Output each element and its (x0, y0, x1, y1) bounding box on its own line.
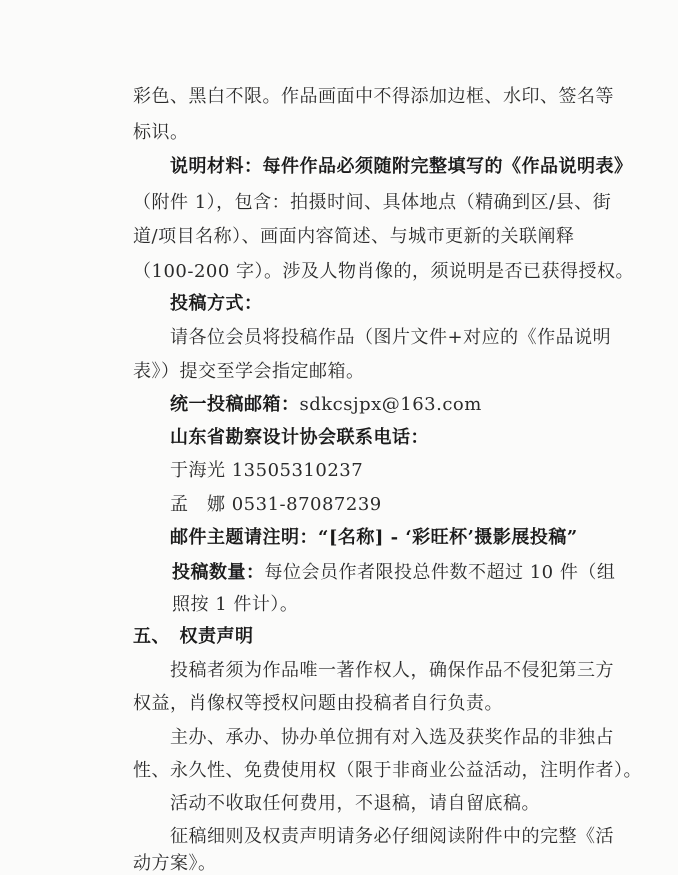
paragraph-line: 表》）提交至学会指定邮箱。 (133, 361, 365, 382)
paragraph-line: 彩色、黑白不限。作品画面中不得添加边框、水印、签名等 (133, 86, 614, 107)
contact-line: 孟 娜 0531-87087239 (170, 494, 382, 515)
paragraph-line: 权益，肖像权等授权问题由投稿者自行负责。 (133, 693, 503, 714)
quantity-text: 每位会员作者限投总件数不超过 10 件（组 (264, 562, 616, 583)
paragraph-line: （100-200 字）。涉及人物肖像的，须说明是否已获得授权。 (133, 261, 635, 282)
email-subject-note: 邮件主题请注明：“[名称] - ‘彩旺杯’摄影展投稿” (170, 527, 578, 548)
paragraph-line: 征稿细则及权责声明请务必仔细阅读附件中的完整《活 (170, 826, 614, 847)
paragraph-line: 标识。 (133, 122, 189, 143)
paragraph-line: 投稿者须为作品唯一著作权人，确保作品不侵犯第三方 (170, 660, 614, 681)
paragraph-line: 活动不收取任何费用，不退稿，请自留底稿。 (170, 793, 540, 814)
email-value: sdkcsjpx@163.com (299, 394, 482, 415)
email-label: 统一投稿邮箱： (170, 394, 300, 415)
paragraph-line: 道/项目名称）、画面内容简述、与城市更新的关联阐释 (133, 226, 575, 247)
paragraph-line: 动方案》。 (133, 853, 217, 874)
paragraph-line: 主办、承办、协办单位拥有对入选及获奖作品的非独占 (170, 727, 614, 748)
quantity-line (172, 562, 615, 584)
paragraph-line: （附件 1），包含：拍摄时间、具体地点（精确到区/县、街 (133, 192, 612, 213)
paragraph-line: 性、永久性、免费使用权（限于非商业公益活动，注明作者）。 (133, 760, 642, 781)
email-line (170, 394, 482, 416)
contact-line: 于海光 13505310237 (170, 460, 364, 481)
paragraph-line: 请各位会员将投稿作品（图片文件+对应的《作品说明 (170, 327, 612, 348)
materials-label: 说明材料：每件作品必须随附完整填写的《作品说明表》 (170, 156, 633, 177)
section-heading: 五、 权责声明 (133, 626, 254, 647)
submit-heading: 投稿方式： (170, 293, 263, 314)
quantity-label: 投稿数量： (172, 562, 265, 583)
contact-heading: 山东省勘察设计协会联系电话： (170, 427, 429, 448)
paragraph-line: 照按 1 件计）。 (172, 594, 299, 615)
